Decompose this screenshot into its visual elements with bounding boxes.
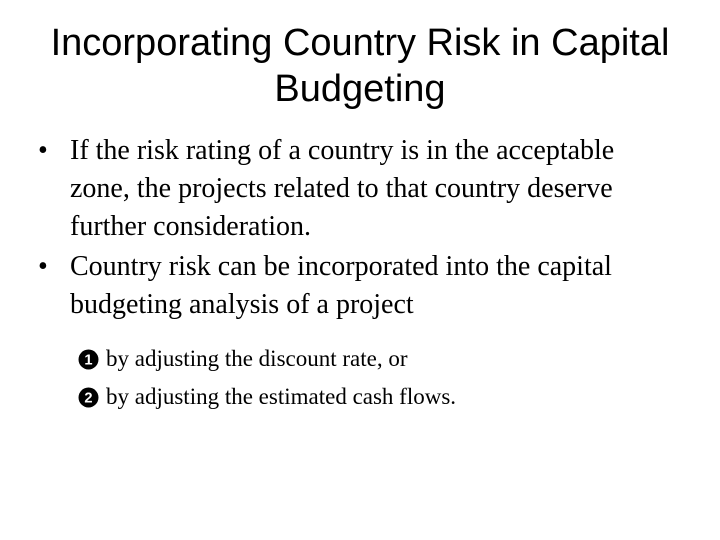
- sub-bullet-item: [78, 340, 678, 378]
- sub-bullet-list: [78, 340, 678, 416]
- bullet-text: If the risk rating of a country is in the acceptable zone, the projects related to that country deserve further consideration.: [70, 135, 615, 242]
- number-one-circle-icon: [78, 349, 99, 370]
- slide-title: Incorporating Country Risk in Capital Budgeting: [50, 22, 670, 110]
- bullet-item: [30, 248, 670, 324]
- number-two-circle-icon: [78, 387, 99, 408]
- bullet-marker: •: [38, 135, 48, 166]
- sub-bullet-item: [78, 378, 678, 416]
- bullet-item: [30, 132, 670, 246]
- sub-bullet-text: by adjusting the discount rate, or: [106, 346, 408, 371]
- sub-bullet-text: by adjusting the estimated cash flows.: [106, 384, 457, 409]
- number-one-label: 1: [84, 352, 93, 369]
- bullet-marker: •: [38, 251, 48, 282]
- bullet-text: Country risk can be incorporated into the capital budgeting analysis of a project: [70, 251, 612, 320]
- number-two-label: 2: [84, 390, 93, 407]
- bullet-list: [30, 132, 670, 326]
